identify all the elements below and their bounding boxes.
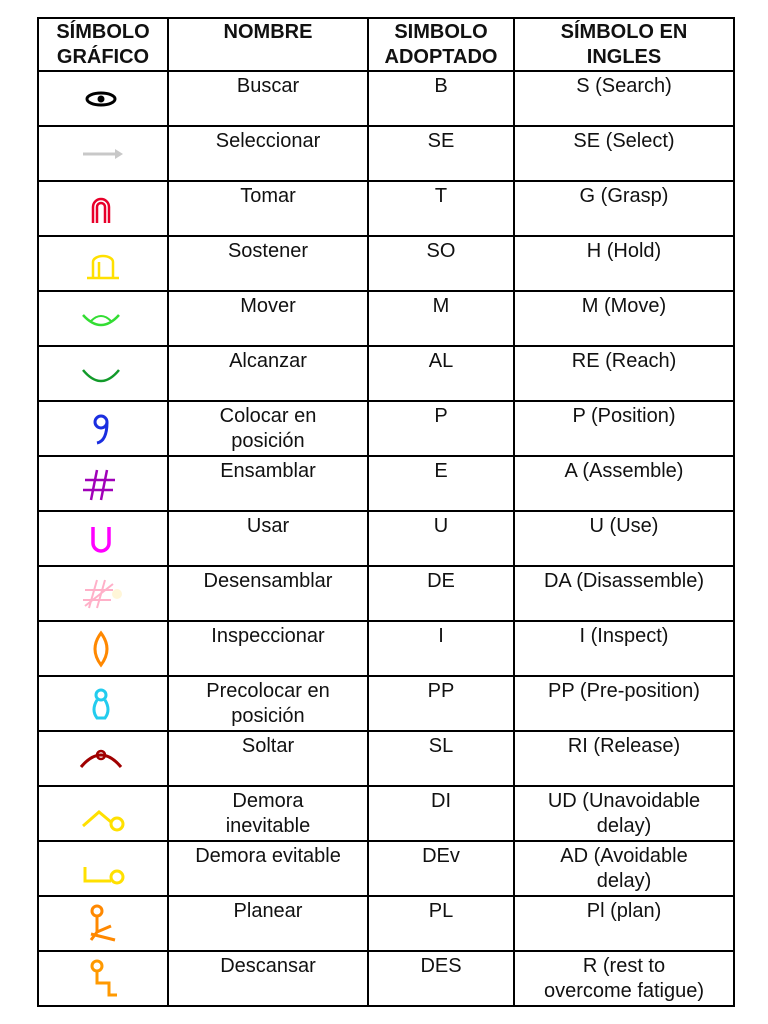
english-symbol-cell xyxy=(514,291,734,346)
seated-man-icon xyxy=(71,957,131,1001)
name-text: Buscar xyxy=(236,75,300,97)
table-row xyxy=(38,291,734,346)
name-text: Soltar xyxy=(241,735,295,757)
name-cell xyxy=(168,896,368,951)
cup-with-lid-icon xyxy=(71,297,131,341)
name-cell xyxy=(168,841,368,896)
header-name xyxy=(168,18,368,71)
english-text: SE (Select) xyxy=(573,130,675,152)
graphic-symbol-cell xyxy=(38,126,168,181)
therblig-table xyxy=(37,17,735,1007)
table-row xyxy=(38,841,734,896)
thinking-man-icon xyxy=(71,902,131,946)
eye-icon xyxy=(71,77,131,121)
name-text: Seleccionar xyxy=(215,130,321,152)
english-text: overcome fatigue) xyxy=(543,980,705,1002)
english-text: AD (Avoidable xyxy=(560,845,688,867)
english-text: S (Search) xyxy=(576,75,672,97)
name-cell xyxy=(168,71,368,126)
arrow-right-icon xyxy=(71,132,131,176)
empty-cup-icon xyxy=(71,352,131,396)
header-text: SÍMBOLO xyxy=(56,21,150,43)
lying-man-icon xyxy=(71,847,131,891)
name-text: Tomar xyxy=(240,185,296,207)
adopted-symbol-cell: I xyxy=(368,621,514,676)
header-row xyxy=(38,18,734,71)
adopted-symbol-cell: B xyxy=(368,71,514,126)
name-text: Ensamblar xyxy=(220,460,316,482)
adopted-symbol-cell: M xyxy=(368,291,514,346)
graphic-symbol-cell xyxy=(38,401,168,456)
adopted-symbol-cell: E xyxy=(368,456,514,511)
graphic-symbol-cell xyxy=(38,346,168,401)
english-text: R (rest to xyxy=(582,955,666,977)
adopted-symbol-cell: DE xyxy=(368,566,514,621)
english-symbol-cell xyxy=(514,951,734,1006)
english-text: UD (Unavoidable xyxy=(547,790,701,812)
table-row xyxy=(38,236,734,291)
table-row xyxy=(38,951,734,1006)
english-symbol-cell xyxy=(514,896,734,951)
stumbling-man-icon xyxy=(71,792,131,836)
table-row xyxy=(38,71,734,126)
english-symbol-cell xyxy=(514,401,734,456)
adopted-symbol-cell: T xyxy=(368,181,514,236)
name-cell xyxy=(168,456,368,511)
table-row xyxy=(38,786,734,841)
table-row xyxy=(38,896,734,951)
english-symbol-cell xyxy=(514,566,734,621)
name-cell xyxy=(168,346,368,401)
name-text: Usar xyxy=(246,515,290,537)
graphic-symbol-cell xyxy=(38,896,168,951)
adopted-symbol-cell: PL xyxy=(368,896,514,951)
header-text: GRÁFICO xyxy=(56,46,150,68)
english-text: RE (Reach) xyxy=(571,350,677,372)
name-text: Sostener xyxy=(227,240,309,262)
graphic-symbol-cell xyxy=(38,511,168,566)
hash-icon xyxy=(71,462,131,506)
header-symbol-graphic xyxy=(38,18,168,71)
english-symbol-cell xyxy=(514,456,734,511)
graphic-symbol-cell xyxy=(38,951,168,1006)
graphic-symbol-cell xyxy=(38,71,168,126)
graphic-symbol-cell xyxy=(38,236,168,291)
english-symbol-cell xyxy=(514,126,734,181)
name-cell xyxy=(168,291,368,346)
lens-icon xyxy=(71,627,131,671)
header-text: NOMBRE xyxy=(223,21,313,43)
english-text: delay) xyxy=(596,870,652,892)
adopted-symbol-cell: DEv xyxy=(368,841,514,896)
graphic-symbol-cell xyxy=(38,291,168,346)
english-symbol-cell xyxy=(514,621,734,676)
table-row xyxy=(38,456,734,511)
header-text: SÍMBOLO EN xyxy=(560,21,688,43)
adopted-symbol-cell: U xyxy=(368,511,514,566)
graphic-symbol-cell xyxy=(38,676,168,731)
adopted-symbol-cell: DES xyxy=(368,951,514,1006)
graphic-symbol-cell xyxy=(38,566,168,621)
dropped-cup-icon xyxy=(71,737,131,781)
name-cell xyxy=(168,511,368,566)
graphic-symbol-cell xyxy=(38,841,168,896)
name-text: Descansar xyxy=(220,955,316,977)
english-symbol-cell xyxy=(514,71,734,126)
table-row xyxy=(38,346,734,401)
english-symbol-cell xyxy=(514,511,734,566)
english-text: RI (Release) xyxy=(567,735,681,757)
name-text: Demora xyxy=(232,790,304,812)
table-row xyxy=(38,676,734,731)
adopted-symbol-cell: SE xyxy=(368,126,514,181)
graphic-symbol-cell xyxy=(38,731,168,786)
table-row xyxy=(38,181,734,236)
header-text: SIMBOLO xyxy=(394,21,488,43)
english-symbol-cell xyxy=(514,676,734,731)
english-text: Pl (plan) xyxy=(586,900,662,922)
english-text: PP (Pre-position) xyxy=(548,680,700,702)
english-symbol-cell xyxy=(514,786,734,841)
english-text: U (Use) xyxy=(589,515,659,537)
table-row xyxy=(38,126,734,181)
english-text: P (Position) xyxy=(572,405,676,427)
name-text: Desensamblar xyxy=(203,570,333,592)
header-text: INGLES xyxy=(586,46,662,68)
number-nine-icon xyxy=(71,407,131,451)
english-text: DA (Disassemble) xyxy=(543,570,705,592)
english-text: G (Grasp) xyxy=(579,185,669,207)
name-cell xyxy=(168,951,368,1006)
english-symbol-cell xyxy=(514,236,734,291)
table-row xyxy=(38,401,734,456)
adopted-symbol-cell: DI xyxy=(368,786,514,841)
name-cell xyxy=(168,731,368,786)
name-cell xyxy=(168,126,368,181)
table-row xyxy=(38,621,734,676)
name-cell xyxy=(168,621,368,676)
adopted-symbol-cell: SO xyxy=(368,236,514,291)
english-text: M (Move) xyxy=(581,295,667,317)
adopted-symbol-cell: AL xyxy=(368,346,514,401)
header-english-symbol xyxy=(514,18,734,71)
table-row xyxy=(38,731,734,786)
name-text: posición xyxy=(231,705,305,727)
graphic-symbol-cell xyxy=(38,456,168,511)
name-text: Precolocar en xyxy=(206,680,330,702)
bowling-pin-icon xyxy=(71,682,131,726)
graphic-symbol-cell xyxy=(38,181,168,236)
header-text: ADOPTADO xyxy=(384,46,498,68)
name-text: posición xyxy=(231,430,305,452)
table-row xyxy=(38,566,734,621)
english-text: I (Inspect) xyxy=(579,625,669,647)
english-symbol-cell xyxy=(514,346,734,401)
name-text: Colocar en xyxy=(219,405,317,427)
header-adopted-symbol xyxy=(368,18,514,71)
name-cell xyxy=(168,676,368,731)
english-text: A (Assemble) xyxy=(564,460,684,482)
name-cell xyxy=(168,181,368,236)
name-text: Planear xyxy=(233,900,303,922)
name-cell xyxy=(168,236,368,291)
adopted-symbol-cell: PP xyxy=(368,676,514,731)
name-cell xyxy=(168,401,368,456)
table-row xyxy=(38,511,734,566)
adopted-symbol-cell: P xyxy=(368,401,514,456)
crossed-hash-icon xyxy=(71,572,131,616)
bar-magnet-icon xyxy=(71,242,131,286)
name-text: Alcanzar xyxy=(229,350,307,372)
name-cell xyxy=(168,786,368,841)
graphic-symbol-cell xyxy=(38,621,168,676)
name-text: Inspeccionar xyxy=(211,625,325,647)
name-cell xyxy=(168,566,368,621)
english-text: H (Hold) xyxy=(586,240,662,262)
english-text: delay) xyxy=(596,815,652,837)
english-symbol-cell xyxy=(514,731,734,786)
name-text: Mover xyxy=(240,295,296,317)
graphic-symbol-cell xyxy=(38,786,168,841)
adopted-symbol-cell: SL xyxy=(368,731,514,786)
inverted-u-icon xyxy=(71,187,131,231)
name-text: inevitable xyxy=(225,815,311,837)
english-symbol-cell xyxy=(514,841,734,896)
english-symbol-cell xyxy=(514,181,734,236)
u-icon xyxy=(71,517,131,561)
name-text: Demora evitable xyxy=(195,845,341,867)
